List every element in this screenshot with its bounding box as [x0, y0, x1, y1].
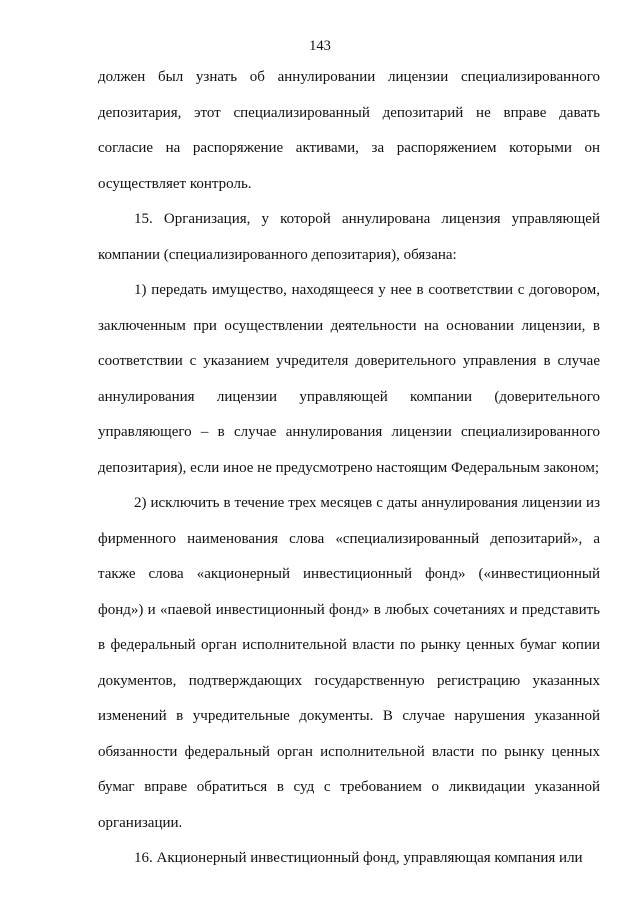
paragraph: должен был узнать об аннулировании лицензии специализированного депозитария, этот специализированный депозитарий не вправе давать согласие на распоряжение активами, за распоряжением которыми он осуществляет контроль.: [98, 69, 600, 192]
body-text: [98, 60, 600, 877]
paragraph: 16. Акционерный инвестиционный фонд, управляющая компания или: [134, 850, 583, 866]
paragraph: 2) исключить в течение трех месяцев с даты аннулирования лицензии из фирменного наименования слова «специализированный депозитарий», а также слова «акционерный инвестиционный фонд» («инвестиционный фонд») и «паевой инвестиционный фонд» в любых сочетаниях и представить в федеральный орган исполнительной власти по рынку ценных бумаг копии документов, подтверждающих государственную регистрацию указанных изменений в учредительные документы. В случае нарушения указанной обязанности федеральный орган исполнительной власти по рынку ценных бумаг вправе обратиться в суд с требованием о ликвидации указанной организации.: [98, 495, 600, 831]
paragraph: 1) передать имущество, находящееся у нее в соответствии с договором, заключенным при осуществлении деятельности на основании лицензии, в соответствии с указанием учредителя доверительного управления в случае аннулирования лицензии управляющей компании (доверительного управляющего – в случае аннулирования лицензии специализированного депозитария), если иное не предусмотрено настоящим Федеральным законом;: [98, 282, 600, 476]
page-number: 143: [309, 38, 331, 54]
paragraph: 15. Организация, у которой аннулирована лицензия управляющей компании (специализированного депозитария), обязана:: [98, 211, 600, 263]
